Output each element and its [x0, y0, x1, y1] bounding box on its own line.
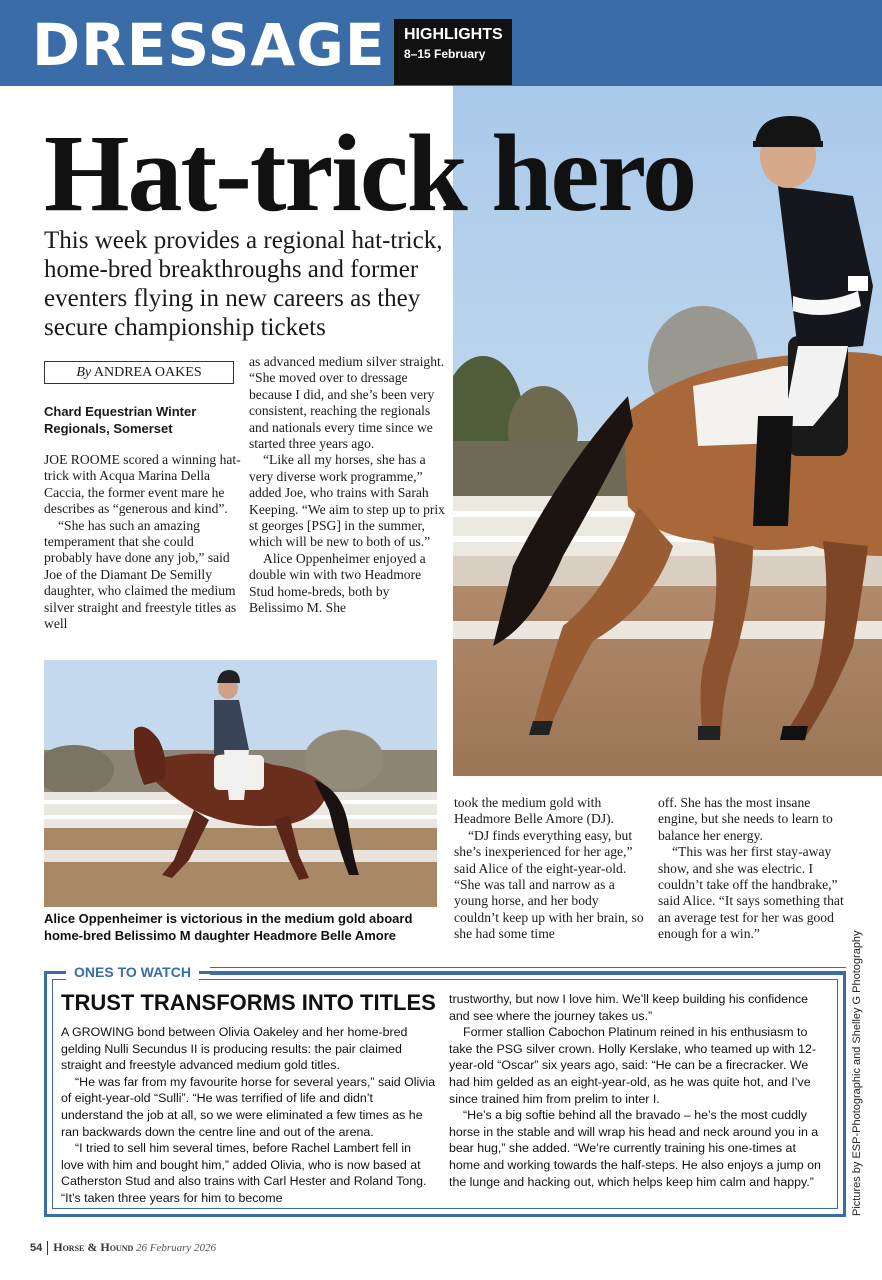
body-paragraph: “DJ finds everything easy, but she’s inexperienced for her age,” said Alice of the eight-year-old. “She was tall and narrow as a young horse, and her body couldn’t keep up with her brain, so she had some time: [454, 827, 644, 942]
highlights-title: HIGHLIGHTS: [404, 26, 503, 43]
box-paragraph: trustworthy, but now I love him. We’ll keep building his confidence and see where the journey takes us.”: [449, 992, 809, 1023]
section-title: DRESSAGE: [32, 11, 386, 79]
magazine-name: Horse & Hound: [53, 1240, 134, 1254]
photo-caption: Alice Oppenheimer is victorious in the medium gold aboard home-bred Belissimo M daughter Headmore Belle Amore: [44, 911, 413, 943]
box-paragraph: A GROWING bond between Olivia Oakeley and her home-bred gelding Nulli Secundus II is producing results: the pair claimed straight and freestyle advanced medium gold titles.: [61, 1025, 408, 1073]
body-paragraph: Alice Oppenheimer enjoyed a double win with two Headmore Stud home-breds, both by Belissimo M. She: [249, 550, 426, 616]
box-paragraph: “He’s a big softie behind all the bravado – he’s the most cuddly horse in the stable and will wrap his head and neck around you in a bear hug,” she added. “We’re currently training his one-times at home and working towards the half-steps. He also enjoys a jump on the lunge and hacking out, which helps keep him calm and happy.”: [449, 1108, 821, 1189]
box-column-1: [61, 1024, 437, 1207]
body-column-2: [249, 354, 447, 617]
article-headline: Hat-trick hero: [44, 112, 696, 234]
body-paragraph: off. She has the most insane engine, but she needs to learn to balance her energy.: [658, 795, 833, 843]
box-headline: TRUST TRANSFORMS INTO TITLES: [61, 990, 436, 1015]
issue-date: 26 February 2026: [136, 1242, 217, 1254]
body-paragraph: “This was her first stay-away show, and she was electric. I couldn’t take off the handbrake,” said Alice. “It says something that an average test for her was good enough for a win.”: [658, 844, 844, 942]
body-paragraph: “She has such an amazing temperament that she could probably have done any job,” said Joe of the Diamant De Semilly daughter, who claimed the medium silver straight and freestyle titles as well: [44, 517, 237, 632]
body-paragraph: took the medium gold with Headmore Belle Amore (DJ).: [454, 795, 615, 827]
secondary-photo-illustration: [44, 660, 437, 907]
body-column-4: [658, 795, 850, 943]
highlights-badge: [394, 19, 512, 85]
footer-separator: [47, 1241, 48, 1255]
body-paragraph: JOE ROOME scored a winning hat-trick with Acqua Marina Della Caccia, the former event mare he describes as “generous and kind”.: [44, 452, 241, 517]
highlights-dates: 8–15 February: [404, 47, 486, 61]
byline-author: ANDREA OAKES: [93, 365, 202, 380]
photo-credit: Pictures by ESP-Photographic and Shelley G Photography: [851, 930, 863, 1216]
article-standfirst: This week provides a regional hat-trick, home-bred breakthroughs and former eventers flying in new careers as they secure championship tickets: [44, 227, 443, 341]
body-column-3: [454, 795, 646, 943]
body-column-1: [44, 452, 244, 632]
box-paragraph: Former stallion Cabochon Platinum reined in his enthusiasm to take the PSG silver crown. Holly Kerslake, who teamed up with 12-year-old “Oscar” six years ago, said: “He can be a firecracker. We had him gelded as an eight-year-old, as he was quite hot, and I’ve since trained him from prelim to inter I.: [449, 1025, 817, 1106]
event-title: Chard Equestrian Winter Regionals, Somerset: [44, 404, 197, 436]
byline: [44, 361, 234, 384]
box-paragraph: “I tried to sell him several times, before Rachel Lambert fell in love with him and bought him,” added Olivia, who is now based at Catherston Stud and also trains with Carl Hester and Roland Tong. “It’s taken three years for him to become: [61, 1141, 427, 1205]
box-paragraph: “He was far from my favourite horse for several years,” said Olivia of eight-year-old “Sulli”. “He was terrified of life and didn’t understand the job at all, so we were eliminated a few times as he ran backwards down the centre line and out of the arena.: [61, 1074, 436, 1139]
byline-prefix: By: [76, 365, 92, 380]
box-label-rule: [210, 967, 846, 975]
box-label: ONES TO WATCH: [66, 963, 199, 981]
body-paragraph: as advanced medium silver straight. “She moved over to dressage because I did, and she’s been very consistent, reaching the regionals and nationals every time since we started three years ago.: [249, 354, 445, 452]
page-footer: [30, 1238, 216, 1256]
body-paragraph: “Like all my horses, she has a very diverse work programme,” added Joe, who trains with Sarah Keeping. “We aim to step up to prix st georges [PSG] in the summer, which will be new to both of us.”: [249, 452, 445, 550]
secondary-photo-chestnut-horse: [44, 660, 437, 907]
page-number: 54: [30, 1242, 43, 1254]
box-column-2: [449, 991, 829, 1190]
